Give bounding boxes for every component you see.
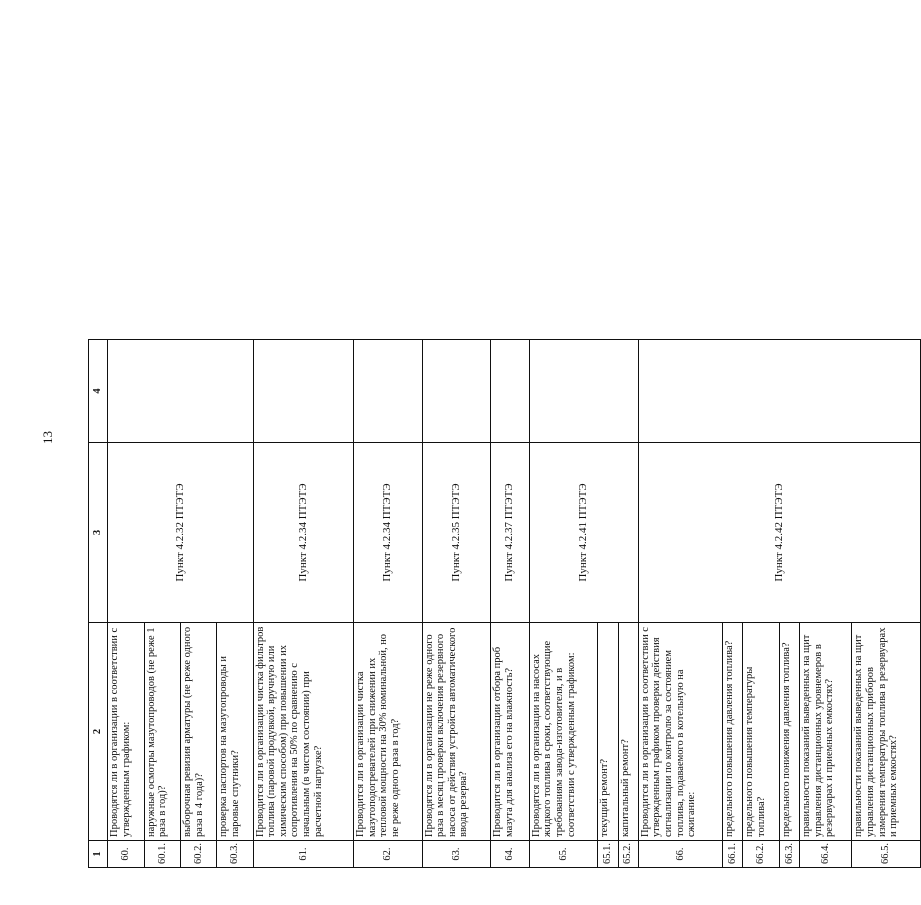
- row-number: 66.2.: [743, 841, 779, 868]
- column-header-2: 2: [89, 623, 108, 841]
- row-requirement: Проводятся ли в организации в соответствии с утвержденным графиком:: [108, 623, 144, 841]
- row-requirement: капитальный ремонт?: [618, 623, 638, 841]
- row-requirement: Проводится ли в организации в соответствии с утвержденным графиком проверки действия сигнализации по контролю за состоянием топлива, подаваемого в котельную на сжигание:: [638, 623, 723, 841]
- row-reference: Пункт 4.2.35 ПТЭТЭ: [422, 443, 490, 623]
- row-reference: Пункт 4.2.34 ПТЭТЭ: [354, 443, 422, 623]
- row-number: 60.1.: [144, 841, 180, 868]
- row-number: 60.: [108, 841, 144, 868]
- table-row: [422, 340, 490, 868]
- row-requirement: текущий ремонт?: [598, 623, 618, 841]
- row-requirement: Проводятся ли в организации на насосах жидкого топлива в сроки, соответствующие требованиям завода-изготовителя, и в соответствии с утвержденным графиком:: [529, 623, 597, 841]
- row-number: 60.3.: [217, 841, 253, 868]
- row-requirement: Проводятся ли в организации не реже одного раза в месяц проверки включения резервного насоса от действия устройств автоматического ввода резерва?: [422, 623, 490, 841]
- row-requirement: выборочная ревизия арматуры (не реже одного раза в 4 года)?: [181, 623, 217, 841]
- table-row: [354, 340, 422, 868]
- row-number: 61.: [253, 841, 354, 868]
- row-requirement: правильности показаний выведенных на щит управления дистанционных уровнемеров в резервуарах и приемных емкостях?: [800, 623, 852, 841]
- row-column-4: [491, 340, 530, 443]
- row-number: 66.1.: [723, 841, 743, 868]
- row-number: 63.: [422, 841, 490, 868]
- row-number: 62.: [354, 841, 422, 868]
- row-column-4: [354, 340, 422, 443]
- row-reference: Пункт 4.2.34 ПТЭТЭ: [253, 443, 354, 623]
- table-row: [253, 340, 354, 868]
- row-column-4: [422, 340, 490, 443]
- row-number: 66.4.: [800, 841, 852, 868]
- table-row: [638, 340, 723, 868]
- row-number: 65.1.: [598, 841, 618, 868]
- row-column-4: [253, 340, 354, 443]
- row-column-4: [108, 340, 253, 443]
- row-requirement: наружные осмотры мазутопроводов (не реже 1 раза в год)?: [144, 623, 180, 841]
- row-number: 64.: [491, 841, 530, 868]
- row-column-4: [638, 340, 920, 443]
- row-number: 66.5.: [852, 841, 921, 868]
- row-reference: Пункт 4.2.41 ПТЭТЭ: [529, 443, 638, 623]
- row-requirement: Проводится ли в организации чистка фильтров топлива (паровой продувкой, вручную или химическим способом) при повышении их сопротивления на 50% по сравнению с начальным (в чистом состоянии) при расчетной нагрузке?: [253, 623, 354, 841]
- table-row: [491, 340, 530, 868]
- row-number: 60.2.: [181, 841, 217, 868]
- row-requirement: предельного повышения температуры топлива?: [743, 623, 779, 841]
- row-requirement: Проводится ли в организации чистка мазутоподогревателей при снижении их тепловой мощности на 30% номинальной, но не реже одного раза в год?: [354, 623, 422, 841]
- row-number: 66.: [638, 841, 723, 868]
- page-number: 13: [40, 431, 55, 444]
- checklist-table: [88, 339, 921, 868]
- row-reference: Пункт 4.2.37 ПТЭТЭ: [491, 443, 530, 623]
- row-requirement: предельного повышения давления топлива?: [723, 623, 743, 841]
- table-rotated-frame: [88, 35, 900, 868]
- row-number: 65.2.: [618, 841, 638, 868]
- row-requirement: правильности показаний выведенных на щит управления дистанционных приборов измерения температуры топлива в резервуарах и приемных емкостях?: [852, 623, 921, 841]
- header-row: [89, 340, 108, 868]
- column-header-3: 3: [89, 443, 108, 623]
- row-number: 66.3.: [779, 841, 799, 868]
- table-row: [108, 340, 144, 868]
- row-number: 65.: [529, 841, 597, 868]
- row-column-4: [529, 340, 638, 443]
- row-reference: Пункт 4.2.32 ПТЭТЭ: [108, 443, 253, 623]
- column-header-1: 1: [89, 841, 108, 868]
- row-reference: Пункт 4.2.42 ПТЭТЭ: [638, 443, 920, 623]
- row-requirement: проверка паспортов на мазутопроводы и паровые спутники?: [217, 623, 253, 841]
- table-row: [529, 340, 597, 868]
- column-header-4: 4: [89, 340, 108, 443]
- row-requirement: предельного понижения давления топлива?: [779, 623, 799, 841]
- row-requirement: Проводится ли в организации отбора проб мазута для анализа его на влажность?: [491, 623, 530, 841]
- table-inner: [88, 340, 921, 868]
